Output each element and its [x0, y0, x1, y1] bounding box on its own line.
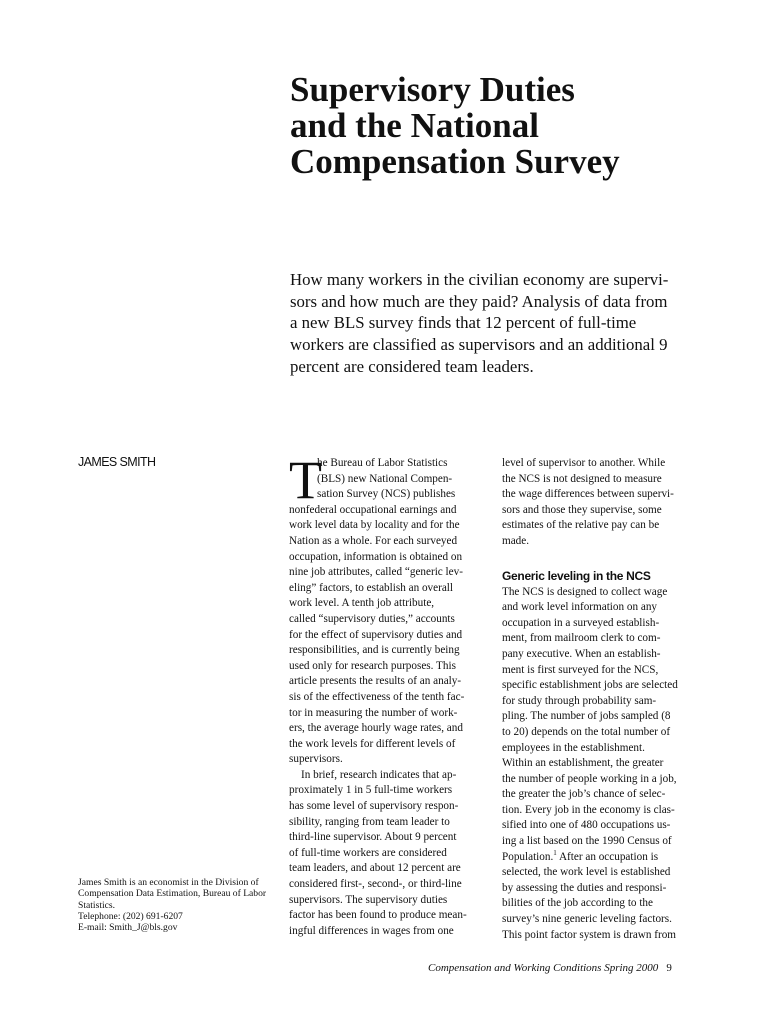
text-line: tor in measuring the number of work-	[289, 706, 458, 719]
text-line: for study through probability sam-	[502, 694, 657, 707]
text-line: sis of the effectiveness of the tenth fac-	[289, 690, 465, 703]
text-line: for the effect of supervisory duties and	[289, 628, 463, 641]
text-line: estimates of the relative pay can be	[502, 519, 660, 532]
text-line	[502, 850, 692, 866]
text-line: pany executive. When an establish-	[502, 647, 661, 660]
text-line: tion. Every job in the economy is clas-	[502, 803, 675, 816]
abstract-line: a new BLS survey finds that 12 percent of full-time	[290, 313, 637, 333]
text-line: In brief, research indicates that ap-	[301, 768, 457, 781]
text-line: The NCS is designed to collect wage	[502, 585, 668, 598]
text-line: supervisors. The supervisory duties	[289, 893, 448, 906]
text-line: article presents the results of an analy-	[289, 675, 462, 688]
note-line: Compensation Data Estimation, Bureau of Labor	[78, 888, 267, 900]
text-line: to 20) depends on the total number of	[502, 725, 671, 738]
title-line: Compensation Survey	[290, 142, 620, 181]
author-note	[78, 877, 278, 933]
text-line: nonfederal occupational earnings and	[289, 503, 457, 516]
section-paragraph	[502, 585, 692, 850]
paragraph-2	[289, 768, 479, 940]
text-line: level of supervisor to another. While	[502, 457, 666, 469]
text-line: called “supervisory duties,” accounts	[289, 612, 455, 625]
drop-cap: T	[289, 450, 322, 510]
journal-name: Compensation and Working Conditions Spring 2000	[428, 962, 659, 974]
text-line: specific establishment jobs are selected	[502, 679, 678, 692]
title-line: Supervisory Duties	[290, 70, 575, 109]
page-footer	[428, 962, 672, 974]
text-line: ment, from mailroom clerk to com-	[502, 632, 661, 645]
text-line: occupation in a surveyed establish-	[502, 616, 660, 629]
text-line: selected, the work level is established	[502, 866, 671, 879]
paragraph-1	[289, 503, 479, 768]
text-line: ingful differences in wages from one	[289, 924, 454, 937]
text-fragment: After an occupation is	[556, 850, 659, 863]
body-column-2	[502, 456, 692, 943]
text-line: proximately 1 in 5 full-time workers	[289, 784, 453, 797]
text-line: used only for research purposes. This	[289, 659, 456, 672]
text-line: nine job attributes, called “generic lev-	[289, 566, 463, 579]
footnote-ref[interactable]: 1	[553, 848, 557, 857]
note-line: E-mail: Smith_J@bls.gov	[78, 922, 178, 934]
text-line: sified into one of 480 occupations us-	[502, 819, 671, 832]
text-line: factor has been found to produce mean-	[289, 909, 467, 922]
author-name: JAMES SMITH	[78, 455, 156, 469]
text-line: considered first-, second-, or third-line	[289, 878, 462, 891]
note-line: James Smith is an economist in the Division of	[78, 877, 259, 888]
text-line: Within an establishment, the greater	[502, 757, 664, 770]
note-line: Telephone: (202) 691-6207	[78, 910, 183, 922]
note-line: Statistics.	[78, 899, 116, 911]
text-line: employees in the establishment.	[502, 741, 645, 754]
title-line: and the National	[290, 106, 539, 145]
article-title	[290, 72, 730, 180]
text-line: ing a list based on the 1990 Census of	[502, 835, 672, 848]
text-line: responsibilities, and is currently being	[289, 644, 460, 657]
text-line: supervisors.	[289, 753, 343, 766]
text-line: the NCS is not designed to measure	[502, 472, 662, 485]
section-heading: Generic leveling in the NCS	[502, 568, 651, 583]
text-line: sibility, ranging from team leader to	[289, 815, 450, 828]
text-line: This point factor system is drawn from	[502, 928, 676, 941]
abstract-line: sors and how much are they paid? Analysis of data from	[290, 291, 668, 311]
text-line: occupation, information is obtained on	[289, 550, 463, 563]
text-line: eling” factors, to establish an overall	[289, 581, 454, 594]
text-line: the number of people working in a job,	[502, 772, 677, 785]
text-line: work level data by locality and for the	[289, 519, 460, 532]
text-line: survey’s nine generic leveling factors.	[502, 913, 672, 926]
text-fragment: Population.	[502, 850, 554, 863]
text-line: team leaders, and about 12 percent are	[289, 862, 461, 875]
text-line: the greater the job’s chance of selec-	[502, 788, 666, 801]
page-number: 9	[666, 962, 672, 974]
text-line: the wage differences between supervi-	[502, 488, 674, 501]
abstract-line: How many workers in the civilian economy are supervi-	[290, 270, 669, 289]
text-line: by assessing the duties and responsi-	[502, 881, 667, 894]
section-paragraph-continued	[502, 865, 692, 943]
text-line: ers, the average hourly wage rates, and	[289, 722, 463, 735]
text-line: has some level of supervisory respon-	[289, 800, 459, 813]
article-abstract	[290, 269, 695, 378]
abstract-line: workers are classified as supervisors and an additional 9	[290, 335, 668, 355]
text-line: sors and those they supervise, some	[502, 503, 662, 516]
text-line: Nation as a whole. For each surveyed	[289, 534, 458, 547]
text-line: (BLS) new National Compen-	[317, 472, 453, 485]
text-line: ment is first surveyed for the NCS,	[502, 663, 659, 676]
body-column-1	[289, 450, 479, 939]
abstract-line: percent are considered team leaders.	[290, 356, 534, 376]
text-line: pling. The number of jobs sampled (8	[502, 710, 671, 723]
text-line: of full-time workers are considered	[289, 846, 447, 859]
paragraph-continued	[502, 456, 692, 550]
text-line: third-line supervisor. About 9 percent	[289, 831, 457, 844]
text-line: sation Survey (NCS) publishes	[317, 488, 456, 501]
text-line: he Bureau of Labor Statistics	[317, 457, 448, 469]
text-line: the work levels for different levels of	[289, 737, 456, 750]
text-line: work level. A tenth job attribute,	[289, 597, 435, 610]
text-line: bilities of the job according to the	[502, 897, 653, 910]
text-line: and work level information on any	[502, 601, 658, 614]
text-line: made.	[502, 534, 530, 547]
